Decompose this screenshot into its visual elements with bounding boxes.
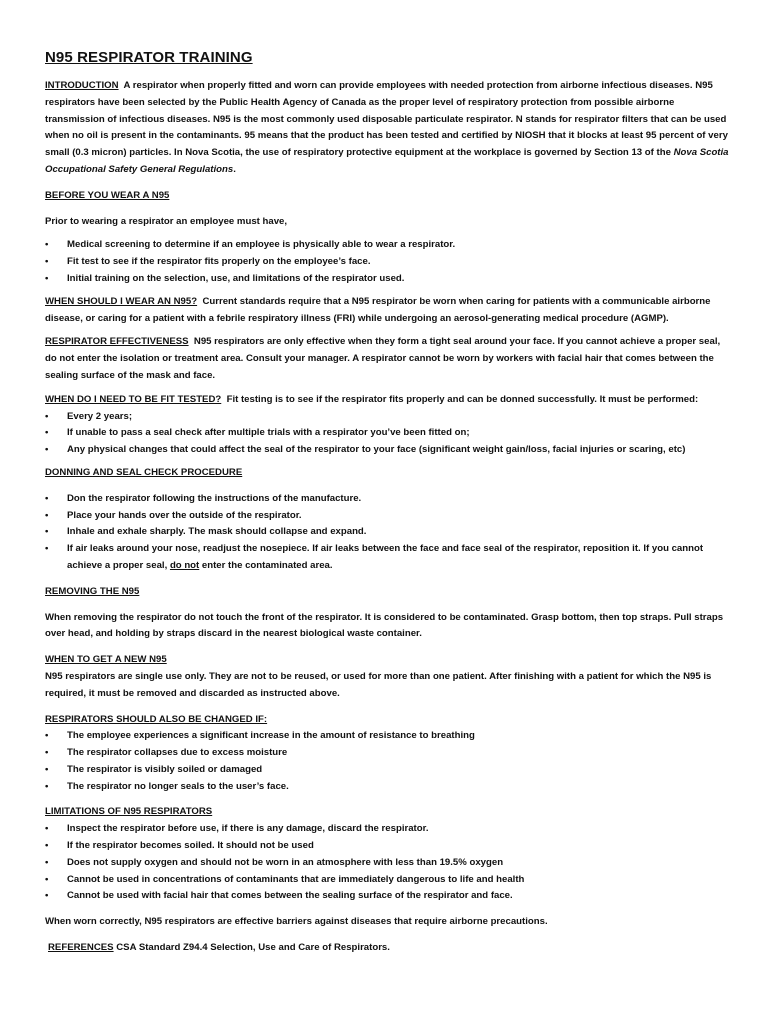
before-text: Prior to wearing a respirator an employee must have, xyxy=(45,215,288,227)
fit-test-heading: WHEN DO I NEED TO BE FIT TESTED? xyxy=(45,393,222,405)
closing-text: When worn correctly, N95 respirators are effective barriers against diseases that require airborne precautions. xyxy=(45,916,548,928)
fit-test-text: Fit testing is to see if the respirator fits properly and can be donned successfully. It must be performed: xyxy=(226,393,699,405)
list-item: • Any physical changes that could affect the seal of the respirator to your face (significant weight gain/loss, facial injuries or scaring, etc) xyxy=(45,442,729,459)
list-item: • If unable to pass a seal check after multiple trials with a respirator you’ve been fitted on; xyxy=(45,425,729,442)
list-item: • Initial training on the selection, use, and limitations of the respirator used. xyxy=(45,271,729,288)
list-item: • Medical screening to determine if an employee is physically able to wear a respirator. xyxy=(45,237,729,254)
when-wear-text: Current standards require that a N95 respirator be worn when caring for patients with a communicable airborne disease, or caring for a patient with a febrile respiratory illness (FRI) while undergoing an aerosol-generating medical procedure (AGMP). xyxy=(45,295,711,324)
list-item: • Cannot be used with facial hair that comes between the sealing surface of the respirator and face. xyxy=(45,888,729,905)
before-heading: BEFORE YOU WEAR A N95 xyxy=(45,189,170,201)
do-not-emphasis: do not xyxy=(169,559,200,571)
list-item: • Fit test to see if the respirator fits properly on the employee’s face. xyxy=(45,254,729,271)
introduction-heading: INTRODUCTION xyxy=(45,80,119,91)
list-item: • If the respirator becomes soiled. It should not be used xyxy=(45,838,729,855)
list-item: • Does not supply oxygen and should not be worn in an atmosphere with less than 19.5% oxygen xyxy=(45,855,729,872)
list-item: • Every 2 years; xyxy=(45,409,729,426)
list-item: • Cannot be used in concentrations of contaminants that are immediately dangerous to life and health xyxy=(45,872,729,889)
references-paragraph xyxy=(45,940,729,957)
list-item: • The respirator collapses due to excess moisture xyxy=(45,745,729,762)
page-title: N95 RESPIRATOR TRAINING xyxy=(45,49,253,66)
effectiveness-text: N95 respirators are only effective when they form a tight seal around your face. If you cannot achieve a proper seal, do not enter the isolation or treatment area. Consult your manager. A respirator cannot be worn by workers with facial hair that comes between the sealing surface of the mask and face. xyxy=(45,336,721,381)
when-wear-heading: WHEN SHOULD I WEAR AN N95? xyxy=(45,295,198,307)
new-n95-heading: WHEN TO GET A NEW N95 xyxy=(45,654,167,666)
introduction-text: A respirator when properly fitted and worn can provide employees with needed protection from airborne infectious diseases. N95 respirators have been selected by the Public Health Agency of Canada as the proper level of respiratory protection from possible airborne transmission of infectious diseases. N95 is the most commonly used disposable particulate respirator. N stands for respirator filters that can be used when no oil is present in the contaminants. 95 means that the product has been tested and certified by NIOSH that it blocks at least 95 percent of very small (0.3 micron) particles. In Nova Scotia, the use of respiratory protective equipment at the workplace is governed by Section 13 of the xyxy=(45,80,728,159)
list-item: • Inspect the respirator before use, if there is any damage, discard the respirator. xyxy=(45,821,729,838)
when-wear-paragraph xyxy=(45,294,729,328)
effectiveness-paragraph xyxy=(45,334,729,384)
before-list xyxy=(45,237,729,287)
donning-list xyxy=(45,491,729,575)
list-item: • If air leaks around your nose, readjust the nosepiece. If air leaks between the face and face seal of the respirator, reposition it. If you cannot achieve a proper seal, do not enter the contaminated area. xyxy=(45,541,729,575)
list-item: • Don the respirator following the instructions of the manufacture. xyxy=(45,491,729,508)
removing-text: When removing the respirator do not touch the front of the respirator. It is considered to be contaminated. Grasp bottom, then top straps. Pull straps over head, and holding by straps discard in the nearest biological waste container. xyxy=(45,611,724,640)
fit-test-list xyxy=(45,409,729,459)
list-item: • The employee experiences a significant increase in the amount of resistance to breathing xyxy=(45,728,729,745)
references-text: CSA Standard Z94.4 Selection, Use and Care of Respirators. xyxy=(116,942,390,954)
list-item: • The respirator is visibly soiled or damaged xyxy=(45,762,729,779)
document-page xyxy=(45,48,729,964)
donning-heading: DONNING AND SEAL CHECK PROCEDURE xyxy=(45,466,243,478)
limitations-list xyxy=(45,821,729,905)
changed-list xyxy=(45,728,729,795)
effectiveness-heading: RESPIRATOR EFFECTIVENESS xyxy=(45,336,189,348)
introduction-paragraph: INTRODUCTION A respirator when properly fitted and worn can provide employees with needed protection from airborne infectious diseases. N95 respirators have been selected by the Public Health Agency of Canada as the proper level of respiratory protection from possible airborne transmission of infectious diseases. N95 is the most commonly used disposable particulate respirator. N stands for respirator filters that can be used when no oil is present in the contaminants. 95 means that the product has been tested and certified by NIOSH that it blocks at least 95 percent of very small (0.3 micron) particles. In Nova Scotia, the use of respiratory protective equipment at the workplace is governed by Section 13 of the Nova Scotia Occupational Safety General Regulations. xyxy=(45,80,729,175)
new-n95-text: N95 respirators are single use only. They are not to be reused, or used for more than one patient. After finishing with a patient for which the N95 is required, it must be removed and discarded as instructed above. xyxy=(45,670,712,699)
fit-test-paragraph xyxy=(45,392,729,409)
limitations-heading: LIMITATIONS OF N95 RESPIRATORS xyxy=(45,806,213,818)
list-item: • Inhale and exhale sharply. The mask should collapse and expand. xyxy=(45,524,729,541)
changed-heading: RESPIRATORS SHOULD ALSO BE CHANGED IF: xyxy=(45,713,268,725)
references-heading: REFERENCES xyxy=(48,942,114,954)
list-item: • The respirator no longer seals to the user’s face. xyxy=(45,779,729,796)
regulations-title: Nova Scotia Occupational Safety General Regulations xyxy=(45,147,729,175)
list-item: • Place your hands over the outside of the respirator. xyxy=(45,508,729,525)
removing-heading: REMOVING THE N95 xyxy=(45,585,140,597)
